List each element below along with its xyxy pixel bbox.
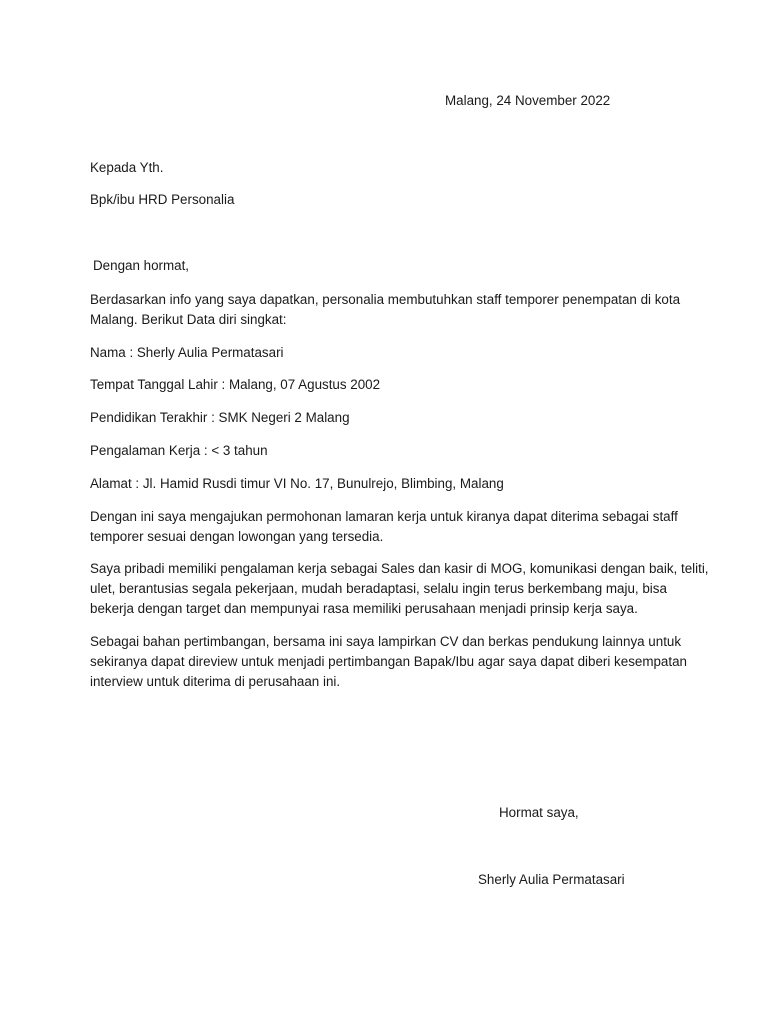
experience-paragraph [90, 559, 709, 619]
bio-experience: Pengalaman Kerja : < 3 tahun [90, 443, 268, 458]
letter-date: Malang, 24 November 2022 [445, 93, 611, 108]
signature-name: Sherly Aulia Permatasari [478, 872, 625, 887]
bio-birth: Tempat Tanggal Lahir : Malang, 07 Agustus 2002 [90, 377, 381, 392]
paragraph-line: Saya pribadi memiliki pengalaman kerja sebagai Sales dan kasir di MOG, komunikasi dengan baik, teliti, [90, 561, 709, 576]
closing: Hormat saya, [499, 805, 579, 820]
paragraph-line: temporer sesuai dengan lowongan yang tersedia. [90, 529, 384, 544]
bio-education: Pendidikan Terakhir : SMK Negeri 2 Malang [90, 410, 350, 425]
greeting: Dengan hormat, [93, 258, 190, 273]
intro-line: Malang. Berikut Data diri singkat: [90, 312, 287, 327]
recipient-line-2: Bpk/ibu HRD Personalia [90, 192, 235, 207]
attachment-paragraph [90, 632, 687, 692]
intro-line: Berdasarkan info yang saya dapatkan, personalia membutuhkan staff temporer penempatan di kota [90, 292, 681, 307]
paragraph-line: ulet, berantusias segala pekerjaan, mudah beradaptasi, selalu ingin terus berkembang maju, bisa [90, 581, 667, 596]
bio-address: Alamat : Jl. Hamid Rusdi timur VI No. 17, Bunulrejo, Blimbing, Malang [90, 476, 504, 491]
intro-paragraph [90, 290, 680, 330]
recipient-line-1: Kepada Yth. [90, 160, 164, 175]
paragraph-line: sekiranya dapat direview untuk menjadi pertimbangan Bapak/Ibu agar saya dapat diberi kesempatan [90, 654, 687, 669]
application-paragraph [90, 507, 680, 547]
paragraph-line: Sebagai bahan pertimbangan, bersama ini saya lampirkan CV dan berkas pendukung lainnya untuk [90, 634, 682, 649]
bio-name: Nama : Sherly Aulia Permatasari [90, 345, 284, 360]
paragraph-line: interview untuk diterima di perusahaan ini. [90, 674, 341, 689]
paragraph-line: bekerja dengan target dan mempunyai rasa memiliki perusahaan menjadi prinsip kerja saya. [90, 601, 638, 616]
paragraph-line: Dengan ini saya mengajukan permohonan lamaran kerja untuk kiranya dapat diterima sebagai staff [90, 509, 678, 524]
